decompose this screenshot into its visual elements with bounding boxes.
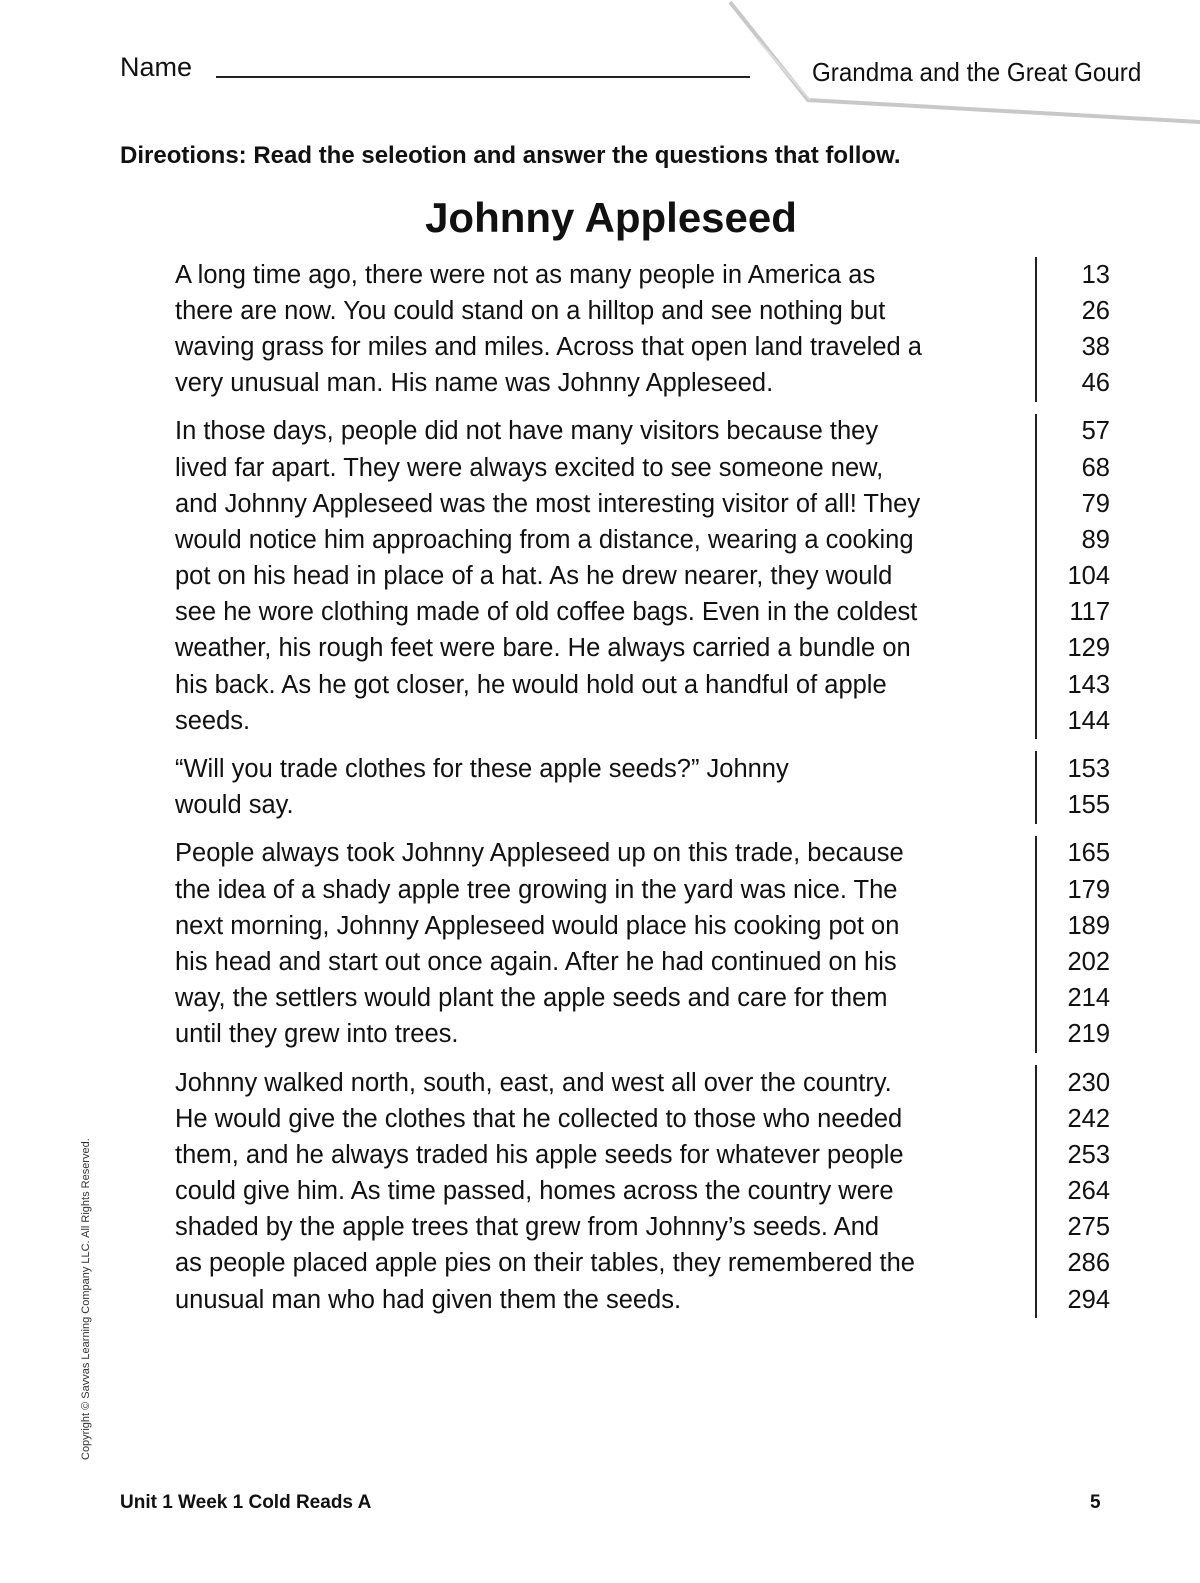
story-line (175, 1065, 1110, 1101)
word-count: 13 (1035, 257, 1110, 293)
line-text: A long time ago, there were not as many people in America as (175, 260, 876, 289)
name-field-line[interactable] (216, 76, 750, 78)
story-line (175, 595, 1110, 631)
word-count: 189 (1035, 908, 1110, 944)
story-line (175, 522, 1110, 558)
line-text: lived far apart. They were always excited to see someone new, (175, 453, 884, 482)
word-count: 79 (1035, 486, 1110, 522)
word-count: 117 (1035, 595, 1110, 631)
line-text: next morning, Johnny Appleseed would place his cooking pot on (175, 911, 900, 940)
word-count: 68 (1035, 450, 1110, 486)
footer-unit-label: Unit 1 Week 1 Cold Reads A (120, 1492, 372, 1513)
story-line (175, 366, 1110, 402)
word-count: 89 (1035, 522, 1110, 558)
story-line (175, 788, 1110, 824)
story-line (175, 293, 1110, 329)
word-count: 46 (1035, 366, 1110, 402)
line-text: the idea of a shady apple tree growing in the yard was nice. The (175, 875, 898, 904)
word-count: 294 (1035, 1282, 1110, 1318)
line-text: his back. As he got closer, he would hold out a handful of apple (175, 670, 887, 699)
story-line (175, 329, 1110, 365)
line-text: shaded by the apple trees that grew from Johnny’s seeds. And (175, 1213, 880, 1242)
line-text: waving grass for miles and miles. Across that open land traveled a (175, 332, 922, 361)
line-text: People always took Johnny Appleseed up on this trade, because (175, 839, 904, 868)
word-count: 38 (1035, 329, 1110, 365)
word-count: 230 (1035, 1065, 1110, 1101)
line-text: as people placed apple pies on their tables, they remembered the (175, 1249, 915, 1278)
name-label: Name (120, 52, 193, 82)
word-count: 253 (1035, 1137, 1110, 1173)
story-line (175, 981, 1110, 1017)
word-count: 26 (1035, 293, 1110, 329)
page-number: 5 (1090, 1492, 1101, 1513)
word-count: 129 (1035, 631, 1110, 667)
word-count: 165 (1035, 836, 1110, 872)
word-count: 214 (1035, 981, 1110, 1017)
line-text: Johnny walked north, south, east, and west all over the country. (175, 1068, 892, 1097)
story-line (175, 486, 1110, 522)
line-text: his head and start out once again. After he had continued on his (175, 947, 897, 976)
line-text: “Will you trade clothes for these apple seeds?” Johnny (175, 755, 789, 784)
story-line (175, 667, 1110, 703)
line-text: there are now. You could stand on a hilltop and see nothing but (175, 296, 886, 325)
story-line (175, 944, 1110, 980)
line-text: would say. (175, 791, 294, 820)
line-text: could give him. As time passed, homes across the country were (175, 1177, 894, 1206)
story-line (175, 1282, 1110, 1318)
story-paragraph (175, 836, 1110, 1053)
story-line (175, 414, 1110, 450)
directions: Direotions: Read the seleotion and answer the questions that follow. (120, 142, 901, 169)
story-line (175, 1017, 1110, 1053)
story-line (175, 1246, 1110, 1282)
story-line (175, 1101, 1110, 1137)
word-count: 264 (1035, 1174, 1110, 1210)
story-line (175, 836, 1110, 872)
word-count: 155 (1035, 788, 1110, 824)
story-line (175, 751, 1110, 787)
line-text: seeds. (175, 706, 251, 735)
story-line (175, 872, 1110, 908)
story-title: Johnny Appleseed (425, 194, 797, 241)
word-count: 202 (1035, 944, 1110, 980)
story-paragraph (175, 414, 1110, 740)
word-count: 144 (1035, 703, 1110, 739)
line-text: and Johnny Appleseed was the most interesting visitor of all! They (175, 489, 921, 518)
story-line (175, 1210, 1110, 1246)
story-line (175, 908, 1110, 944)
line-text: In those days, people did not have many visitors because they (175, 417, 879, 446)
line-text: very unusual man. His name was Johnny Appleseed. (175, 369, 774, 398)
selection-title: Grandma and the Great Gourd (812, 57, 1142, 87)
word-count: 143 (1035, 667, 1110, 703)
story-line (175, 559, 1110, 595)
copyright-notice: Copyright © Savvas Learning Company LLC. All Rights Reserved. (80, 1138, 92, 1460)
line-text: He would give the clothes that he collected to those who needed (175, 1104, 903, 1133)
line-text: weather, his rough feet were bare. He always carried a bundle on (175, 634, 911, 663)
story-line (175, 257, 1110, 293)
word-count: 275 (1035, 1210, 1110, 1246)
line-text: way, the settlers would plant the apple seeds and care for them (175, 984, 888, 1013)
line-text: see he wore clothing made of old coffee bags. Even in the coldest (175, 598, 918, 627)
story-line (175, 450, 1110, 486)
story-body (175, 257, 1110, 1330)
story-paragraph (175, 1065, 1110, 1318)
line-text: them, and he always traded his apple seeds for whatever people (175, 1140, 904, 1169)
story-line (175, 1137, 1110, 1173)
line-text: would notice him approaching from a distance, wearing a cooking (175, 525, 914, 554)
story-paragraph (175, 751, 1110, 823)
word-count: 242 (1035, 1101, 1110, 1137)
line-text: until they grew into trees. (175, 1020, 459, 1049)
story-line (175, 703, 1110, 739)
word-count: 153 (1035, 751, 1110, 787)
word-count: 179 (1035, 872, 1110, 908)
word-count: 57 (1035, 414, 1110, 450)
line-text: pot on his head in place of a hat. As he drew nearer, they would (175, 562, 893, 591)
line-text: unusual man who had given them the seeds. (175, 1285, 682, 1314)
story-line (175, 631, 1110, 667)
word-count: 219 (1035, 1017, 1110, 1053)
word-count: 104 (1035, 559, 1110, 595)
story-paragraph (175, 257, 1110, 402)
word-count: 286 (1035, 1246, 1110, 1282)
story-line (175, 1174, 1110, 1210)
